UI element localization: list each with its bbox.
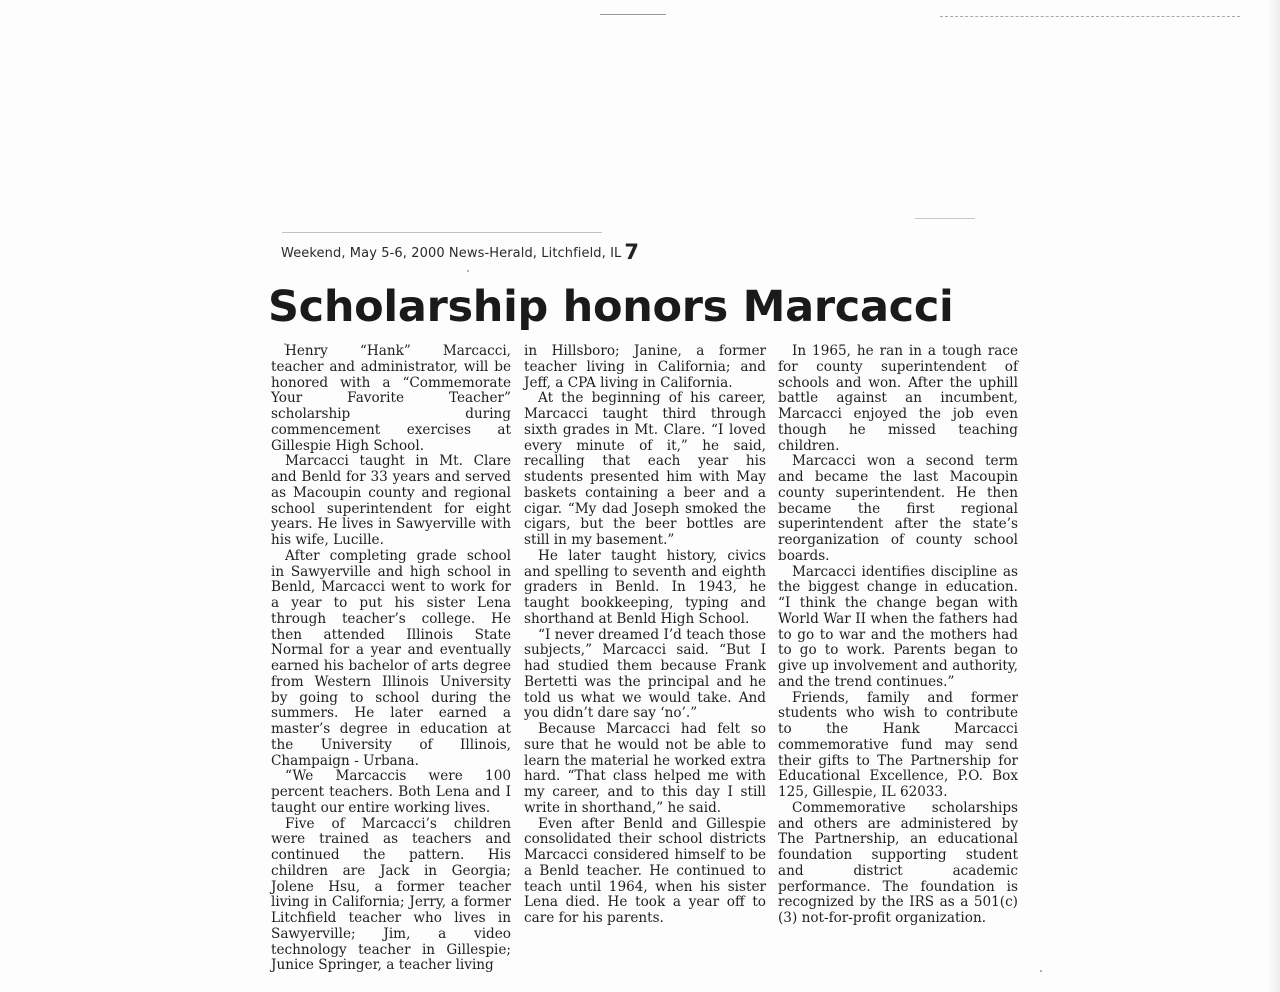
clipping-top-rule: [282, 232, 602, 233]
paragraph: In 1965, he ran in a tough race for county superintendent of schools and won. After the uphill battle against an incumbent, Marcacci enjoyed the job even though he missed teaching children.: [778, 343, 1018, 454]
clipping-top-rule-right: [915, 218, 975, 219]
paragraph: Marcacci taught in Mt. Clare and Benld for 33 years and served as Macoupin county and regional school superintendent for eight years. He lives in Sawyerville with his wife, Lucille.: [271, 453, 511, 548]
paragraph: Because Marcacci had felt so sure that he would not be able to learn the material he worked extra hard. “That class helped me with my career, and to this day I still write in shorthand,” he said.: [524, 721, 766, 816]
scan-speck: [467, 270, 469, 272]
paragraph: Marcacci won a second term and became the last Macoupin county superintendent. He then became the first regional superintendent after the state’s reorganization of county school boards.: [778, 453, 1018, 564]
paragraph: Five of Marcacci’s children were trained as teachers and continued the pattern. His children are Jack in Georgia; Jolene Hsu, a former teacher living in California; Jerry, a former Litchfield teacher who lives in Sawyerville; Jim, a video technology teacher in Gillespie; Junice Springer, a teacher living: [271, 815, 511, 974]
paragraph: At the beginning of his career, Marcacci taught third through sixth grades in Mt. Clare. “I loved every minute of it,” he said, recalling that each year his students presented him with May baskets containing a beer and a cigar. “My dad Joseph smoked the cigars, but the beer bottles are still in my basement.”: [524, 390, 766, 548]
dateline-text: Weekend, May 5-6, 2000 News-Herald, Litchfield, IL: [281, 246, 622, 261]
scan-line-top: [600, 14, 666, 15]
scan-line-top-right: [940, 16, 1240, 17]
article-column-3: [778, 344, 1018, 927]
dateline: [281, 240, 639, 264]
paragraph: Friends, family and former students who wish to contribute to the Hank Marcacci commemorative fund may send their gifts to The Partnership for Educational Excellence, P.O. Box 125, Gillespie, IL 62033.: [778, 689, 1018, 800]
paragraph: After completing grade school in Sawyerville and high school in Benld, Marcacci went to work for a year to put his sister Lena through teacher’s college. He then attended Illinois State Normal for a year and eventually earned his bachelor of arts degree from Western Illinois University by going to school during the summers. He later earned a master’s degree in education at the University of Illinois, Champaign - Urbana.: [271, 547, 511, 769]
page-edge: [1268, 0, 1280, 992]
article-column-2: [524, 344, 766, 927]
article-column-1: [271, 344, 511, 974]
paragraph: Even after Benld and Gillespie consolidated their school districts Marcacci considered himself to be a Benld teacher. He continued to teach until 1964, when his sister Lena died. He took a year off to care for his parents.: [524, 815, 766, 926]
paragraph: Commemorative scholarships and others are administered by The Partnership, an educational foundation supporting student and district academic performance. The foundation is recognized by the IRS as a 501(c)(3) not-for-profit organization.: [778, 799, 1018, 926]
paragraph: “I never dreamed I’d teach those subjects,” Marcacci said. “But I had studied them because Frank Bertetti was the principal and he told us what we would take. And you didn’t dare say ‘no’.”: [524, 626, 766, 722]
page-number: 7: [624, 240, 640, 264]
scan-speck: [1040, 970, 1042, 972]
paragraph: “We Marcaccis were 100 percent teachers. Both Lena and I taught our entire working lives.: [271, 768, 511, 816]
headline: Scholarship honors Marcacci: [268, 282, 954, 332]
paragraph: Henry “Hank” Marcacci, teacher and administrator, will be honored with a “Commemorate Your Favorite Teacher” scholarship during commencement exercises at Gillespie High School.: [271, 343, 511, 454]
paragraph: Marcacci identifies discipline as the biggest change in education. “I think the change began with World War II when the fathers had to go to war and the mothers had to go to work. Parents began to give up involvement and authority, and the trend continues.”: [778, 563, 1018, 690]
paragraph: in Hillsboro; Janine, a former teacher living in California; and Jeff, a CPA living in California.: [524, 343, 766, 391]
paragraph: He later taught history, civics and spelling to seventh and eighth graders in Benld. In 1943, he taught bookkeeping, typing and shorthand at Benld High School.: [524, 547, 766, 627]
